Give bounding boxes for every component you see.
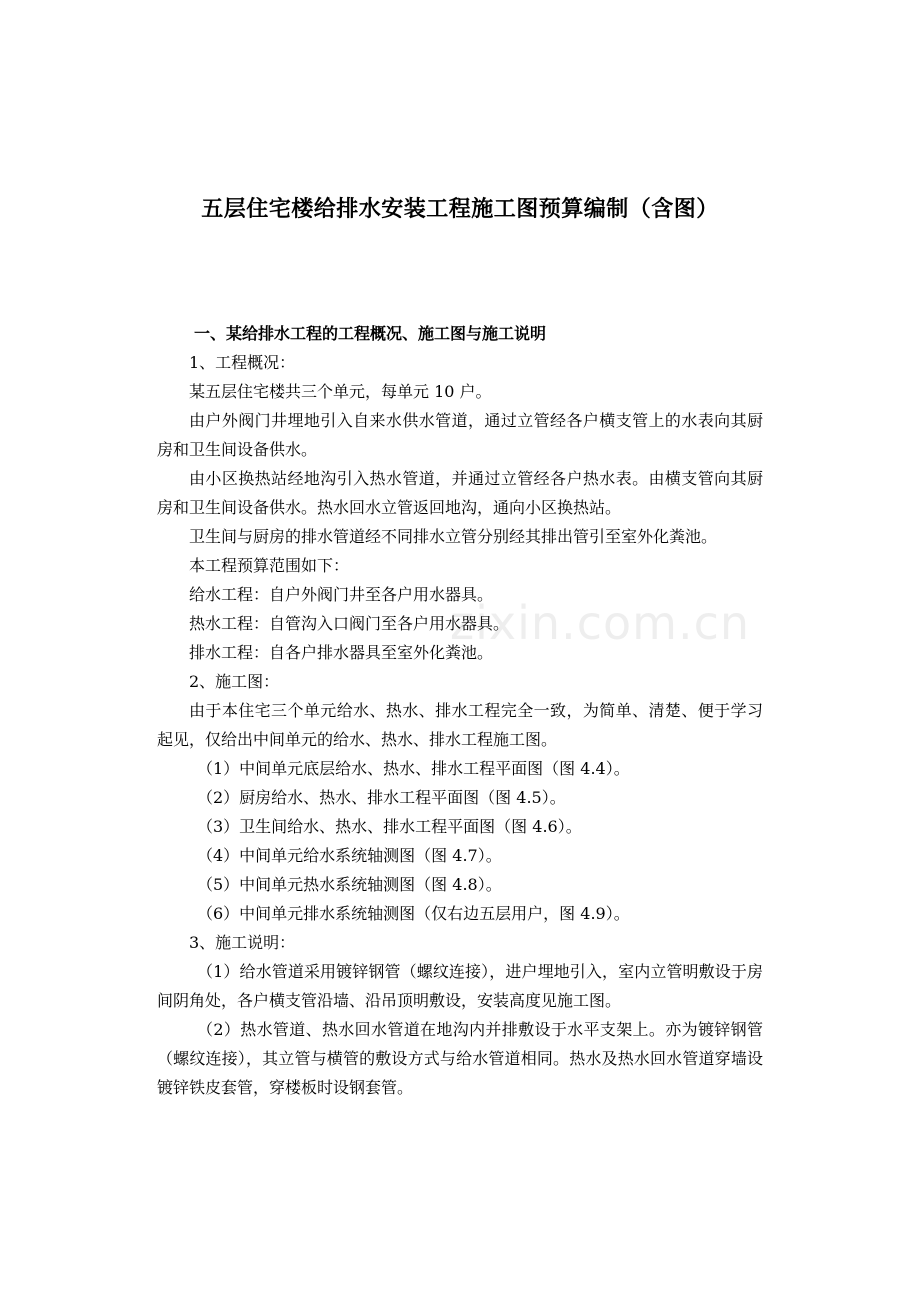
drawing-list-item: （1）中间单元底层给水、热水、排水工程平面图（图 4.4）。 bbox=[197, 759, 630, 778]
scope-drainage: 排水工程：自各户排水器具至室外化粪池。 bbox=[189, 643, 494, 662]
scope-intro: 本工程预算范围如下： bbox=[189, 556, 350, 575]
note-paragraph: （1）给水管道采用镀锌钢管（螺纹连接），进户埋地引入，室内立管明敷设于房间阴角处，各户横支管沿墙、沿吊顶明敷设，安装高度见施工图。 bbox=[157, 962, 763, 1010]
overview-heading: 1、工程概况： bbox=[189, 353, 296, 372]
drawings-intro: 由于本住宅三个单元给水、热水、排水工程完全一致，为简单、清楚、便于学习起见，仅给出中间单元的给水、热水、排水工程施工图。 bbox=[157, 701, 763, 749]
drawing-list-item: （6）中间单元排水系统轴测图（仅右边五层用户，图 4.9）。 bbox=[197, 904, 630, 923]
drawings-heading: 2、施工图： bbox=[189, 672, 280, 691]
note-paragraph: （2）热水管道、热水回水管道在地沟内并排敷设于水平支架上。亦为镀锌钢管（螺纹连接），其立管与横管的敷设方式与给水管道相同。热水及热水回水管道穿墙设镀锌铁皮套管，穿楼板时设钢套管。 bbox=[157, 1020, 763, 1097]
notes-heading: 3、施工说明： bbox=[189, 933, 296, 952]
drawing-list-item: （4）中间单元给水系统轴测图（图 4.7）。 bbox=[197, 846, 502, 865]
drawing-list-item: （3）卫生间给水、热水、排水工程平面图（图 4.6）。 bbox=[197, 817, 582, 836]
scope-water: 给水工程：自户外阀门井至各户用水器具。 bbox=[189, 585, 494, 604]
overview-paragraph: 某五层住宅楼共三个单元，每单元 10 户。 bbox=[189, 382, 492, 401]
drawing-list-item: （5）中间单元热水系统轴测图（图 4.8）。 bbox=[197, 875, 502, 894]
scope-hot-water: 热水工程：自管沟入口阀门至各户用水器具。 bbox=[189, 614, 510, 633]
document-body bbox=[157, 319, 763, 1102]
drawing-list-item: （2）厨房给水、热水、排水工程平面图（图 4.5）。 bbox=[197, 788, 566, 807]
watermark: zixin.com.cn bbox=[450, 596, 751, 650]
section-heading: 一、某给排水工程的工程概况、施工图与施工说明 bbox=[194, 324, 547, 343]
document-title: 五层住宅楼给排水安装工程施工图预算编制（含图） bbox=[201, 197, 719, 222]
overview-paragraph: 由户外阀门井埋地引入自来水供水管道，通过立管经各户横支管上的水表向其厨房和卫生间设备供水。 bbox=[157, 411, 763, 459]
overview-paragraph: 由小区换热站经地沟引入热水管道，并通过立管经各户热水表。由横支管向其厨房和卫生间设备供水。热水回水立管返回地沟，通向小区换热站。 bbox=[157, 469, 763, 517]
overview-paragraph: 卫生间与厨房的排水管道经不同排水立管分别经其排出管引至室外化粪池。 bbox=[189, 527, 718, 546]
